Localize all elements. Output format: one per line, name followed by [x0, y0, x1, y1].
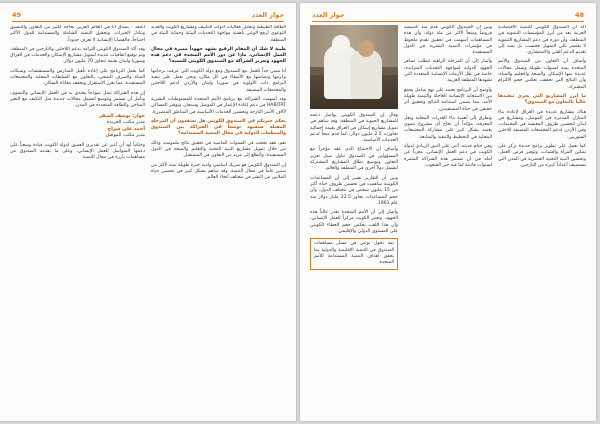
paragraph: طيبة لا شك أن المقام الرفيع يشهد جهوداً مميزة في مجال العمل الإنساني، ماذا عن دور الأمم المتحدة في دعم هذه الجهود وتعزيز الشراكة مع الصندوق الكويتي للتنمية؟	[151, 46, 286, 65]
paragraph: وأشار إلى أن المرحلة الراهنة تتطلب تضافر الجهود الدولية لمواجهة التحديات المتزايدة، خاصة في ظل الأزمات الإنسانية المتعددة التي تشهدها المنطقة العربية.	[404, 59, 492, 84]
text-column-1	[151, 25, 286, 413]
paragraph: إن هذه الشراكة تمثل نموذجاً يحتذى به في العمل الإنساني والتنموي، ونأمل أن تستمر وتتوسع لتشمل مجالات جديدة مثل التكيف مع التغير المناخي والطاقة المتجددة في المدن.	[10, 90, 145, 109]
byline-role: مدير مكتب الجريدة	[106, 120, 145, 126]
photo-person-left-head	[332, 35, 350, 53]
paragraph: كما يعمل البرنامج على إعادة تأهيل المدارس والمستشفيات وشبكات المياه والصرف الصحي، بالتعاون مع السلطات المحلية والمجتمعات المستفيدة، مما يعزز الاستقرار ويخفف معاناة السكان.	[10, 68, 145, 87]
page-header	[312, 9, 584, 21]
byline-name: حوار: يوسف الصقر	[99, 113, 145, 119]
paragraph: وفي ختام حديثه، أثنى على الدور الريادي لدولة الكويت في دعم العمل الإنساني، معرباً عن أمله في أن تستمر هذه الشراكة المثمرة لسنوات قادمة لما فيه خير الشعوب.	[404, 144, 492, 168]
page-section-title: حوار العدد	[312, 11, 345, 19]
page-number: 48	[574, 11, 584, 19]
page-header	[12, 9, 284, 21]
paragraph: وقد أسهمت الشراكة مع برنامج الأمم المتحدة للمستوطنات البشرية HABITAT في دعم إعادة الإعمار في الموصل وسنجار، وتوفير المساكن لآلاف الأسر النازحة وتحسين الخدمات الأساسية في المناطق المتضررة.	[151, 96, 286, 115]
page-section-title: حوار العدد	[251, 11, 284, 19]
left-page	[300, 3, 596, 421]
header-rule	[312, 21, 584, 22]
paragraph: وبين أن التقارير تشير إلى أن المساعدات الكويتية ساهمت في تحسين ظروف حياة أكثر من 15 مليون شخص في مختلف الدول، وأن حجم المساعدات تجاوز 22.5 مليار دولار منذ عام 1961.	[310, 175, 398, 206]
paragraph: الطاقة الطبيعية وتحليل فعاليات أدوات التكييف ومشاريع الكويت والعديد التوعوي لرفع الوعي بأهمية مواجهة التحديات البيئية وحماية البيئة في المنطقة.	[151, 25, 286, 43]
paragraph: وختاماً أود أن أعبر عن تقديري العميق لدولة الكويت قيادة وشعباً على دعمها المتواصل للعمل الإنساني، وعلى ما يقدمه الصندوق من مساهمات بارزة في مجال التنمية.	[10, 142, 145, 161]
text-column-1	[498, 25, 586, 413]
meeting-photo	[310, 25, 398, 109]
text-column-2	[10, 25, 145, 413]
pull-quote-box: ثمة تحول نوعي في مسار مساهمات الصندوق في التنمية الإقليمية والدولية بما يحقق أهداف التنمية المستدامة للأمم المتحدة.	[310, 238, 398, 269]
text-columns	[10, 25, 286, 413]
text-columns	[310, 25, 586, 413]
photo-person-right-head	[358, 40, 374, 57]
text-column-3	[310, 25, 398, 413]
byline	[10, 114, 145, 140]
page-number: 49	[12, 11, 22, 19]
byline-name-2: أحمد علي شراح	[107, 126, 145, 132]
paragraph: أنا ممتن جداً للعمل مع الصندوق ومع دولة الكويت التي عرفت برحابتها وكرمها وتضامنها مع الأشقاء في كل مكان، ونحن نعمل على تنفيذ البرامج ذات الأولوية في سوريا ولبنان والأردن لدعم اللاجئين والمجتمعات المضيفة.	[151, 68, 286, 93]
byline-role-2: مدير مكتب الموصل	[105, 133, 145, 139]
paragraph: نعم، فقد نجحت في السنوات الماضية في تحقيق نتائج ملموسة، وذلك من خلال تمويل مشاريع البنية التحتية والتعليم والصحة في الدول المستفيدة، وأتطلع إلى مزيد من التعاون في المستقبل.	[151, 140, 286, 159]
paragraph: كما نعمل على تطوير برامج جديدة تركز على تمكين المرأة والشباب، وتوفير فرص العمل، وتحسين البنية التحتية الحضرية في المدن التي تستضيف أعداداً كبيرة من النازحين.	[498, 144, 586, 168]
interview-question: بحكم خبرتكم في الصندوق الكويتي هل تعتقدون أن المرحلة المقبلة ستشهد توسعاً في الشراكة بين الصندوق والمنظمات الدولية في مجال التنمية المستدامة؟	[151, 118, 286, 137]
paragraph: أكد أن الصندوق الكويتي للتنمية الاقتصادية العربية يعد من أبرز المؤسسات التنموية في المنطقة، وأن دوره في دعم المشاريع التنموية لا يقتصر على التمويل فحسب، بل يمتد إلى تقديم الدعم الفني والاستشاري.	[498, 25, 586, 56]
paragraph: أعتقد - بصدق أنا في العالم العربي بحاجة لكثير من التعاون والتنسيق وتبادل الخبرات، وتحقيق التنمية الشاملة والمستدامة للدول الأكثر احتياجاً، فالقضايا الإنسانية لا تعرف حدوداً.	[10, 25, 145, 43]
paragraph: وقد أكد الصندوق الكويتي التزامه بدعم اللاجئين والنازحين في المنطقة، وتم توقيع اتفاقيات عديدة لتمويل مشاريع الإسكان والخدمات في العراق وسوريا ولبنان بقيمة تتجاوز 70 مليون دولار.	[10, 46, 145, 65]
paragraph: وتطرق إلى أهمية بناء القدرات المحلية ونقل المعرفة، مؤكداً أن نجاح أي مشروع تنموي يعتمد بشكل كبير على مشاركة المجتمعات المحلية في التخطيط والتنفيذ والمتابعة.	[404, 115, 492, 140]
header-rule	[12, 21, 284, 22]
interview-question: ما أبرز المشاريع التي يجري تنفيذها حالياً بالتعاون مع الصندوق؟	[498, 93, 586, 106]
paragraph: وأشار إلى أن الأمم المتحدة تقدر عالياً هذه الجهود، وتعتبر الكويت مركزاً للعمل الإنساني، وأن هذا اللقب يعكس حجم العطاء الكويتي على المستوى الدولي والإقليمي.	[310, 210, 398, 235]
paragraph: وأضاف أن التعاون بين الصندوق والأمم المتحدة يمتد لسنوات طويلة وشمل مجالات عديدة منها الإسكان والصحة والتعليم والمياه، وأن النتائج التي تحققت تعكس حجم الالتزام المشترك.	[498, 59, 586, 90]
paragraph: إن الصندوق الكويتي هو شريك أساسي ولديه خبرة طويلة تمتد لأكثر من ستين عاماً في مجال التنمية، وقد ساهم بشكل كبير في تحسين حياة الملايين من البشر في مختلف أنحاء العالم.	[151, 162, 286, 181]
right-page	[0, 3, 296, 421]
paragraph: وبين أن الصندوق الكويتي قدم منذ تأسيسه قروضاً ومنحاً لأكثر من مئة دولة، وأن هذه المساهمات أسهمت في تحقيق تقدم ملحوظ في مؤشرات التنمية البشرية في الدول المستفيدة.	[404, 25, 492, 56]
paragraph: هناك مشاريع عديدة في العراق لإعادة بناء المنازل المدمرة في الموصل، ومشاريع في لبنان لتحسين ظروف المعيشة في المخيمات، وفي الأردن لدعم المجتمعات المضيفة للاجئين السوريين.	[498, 109, 586, 140]
paragraph: وأضاف أن الاجتماع الذي عقد مؤخراً مع المسؤولين في الصندوق تناول سبل تعزيز التعاون وتوسيع نطاق المشاريع المشتركة لتشمل دولاً أخرى في المنطقة والعالم.	[310, 147, 398, 172]
paragraph: وأوضح أن البرنامج يعتمد على نهج شامل يجمع بين الاستجابة الإنسانية العاجلة والتنمية طويلة الأمد، مما يضمن استدامة النتائج وتحقيق أثر حقيقي في حياة المستفيدين.	[404, 87, 492, 112]
text-column-2	[404, 25, 492, 413]
paragraph: وقال إن الصندوق الكويتي يواصل دعمه للمشاريع الحيوية في المنطقة، وقد ساهم في تمويل مشاريع إسكان في العراق بقيمة إجمالية تجاوزت 2.5 مليون دولار، كما قدم منحاً لدعم الخدمات الأساسية.	[310, 113, 398, 144]
